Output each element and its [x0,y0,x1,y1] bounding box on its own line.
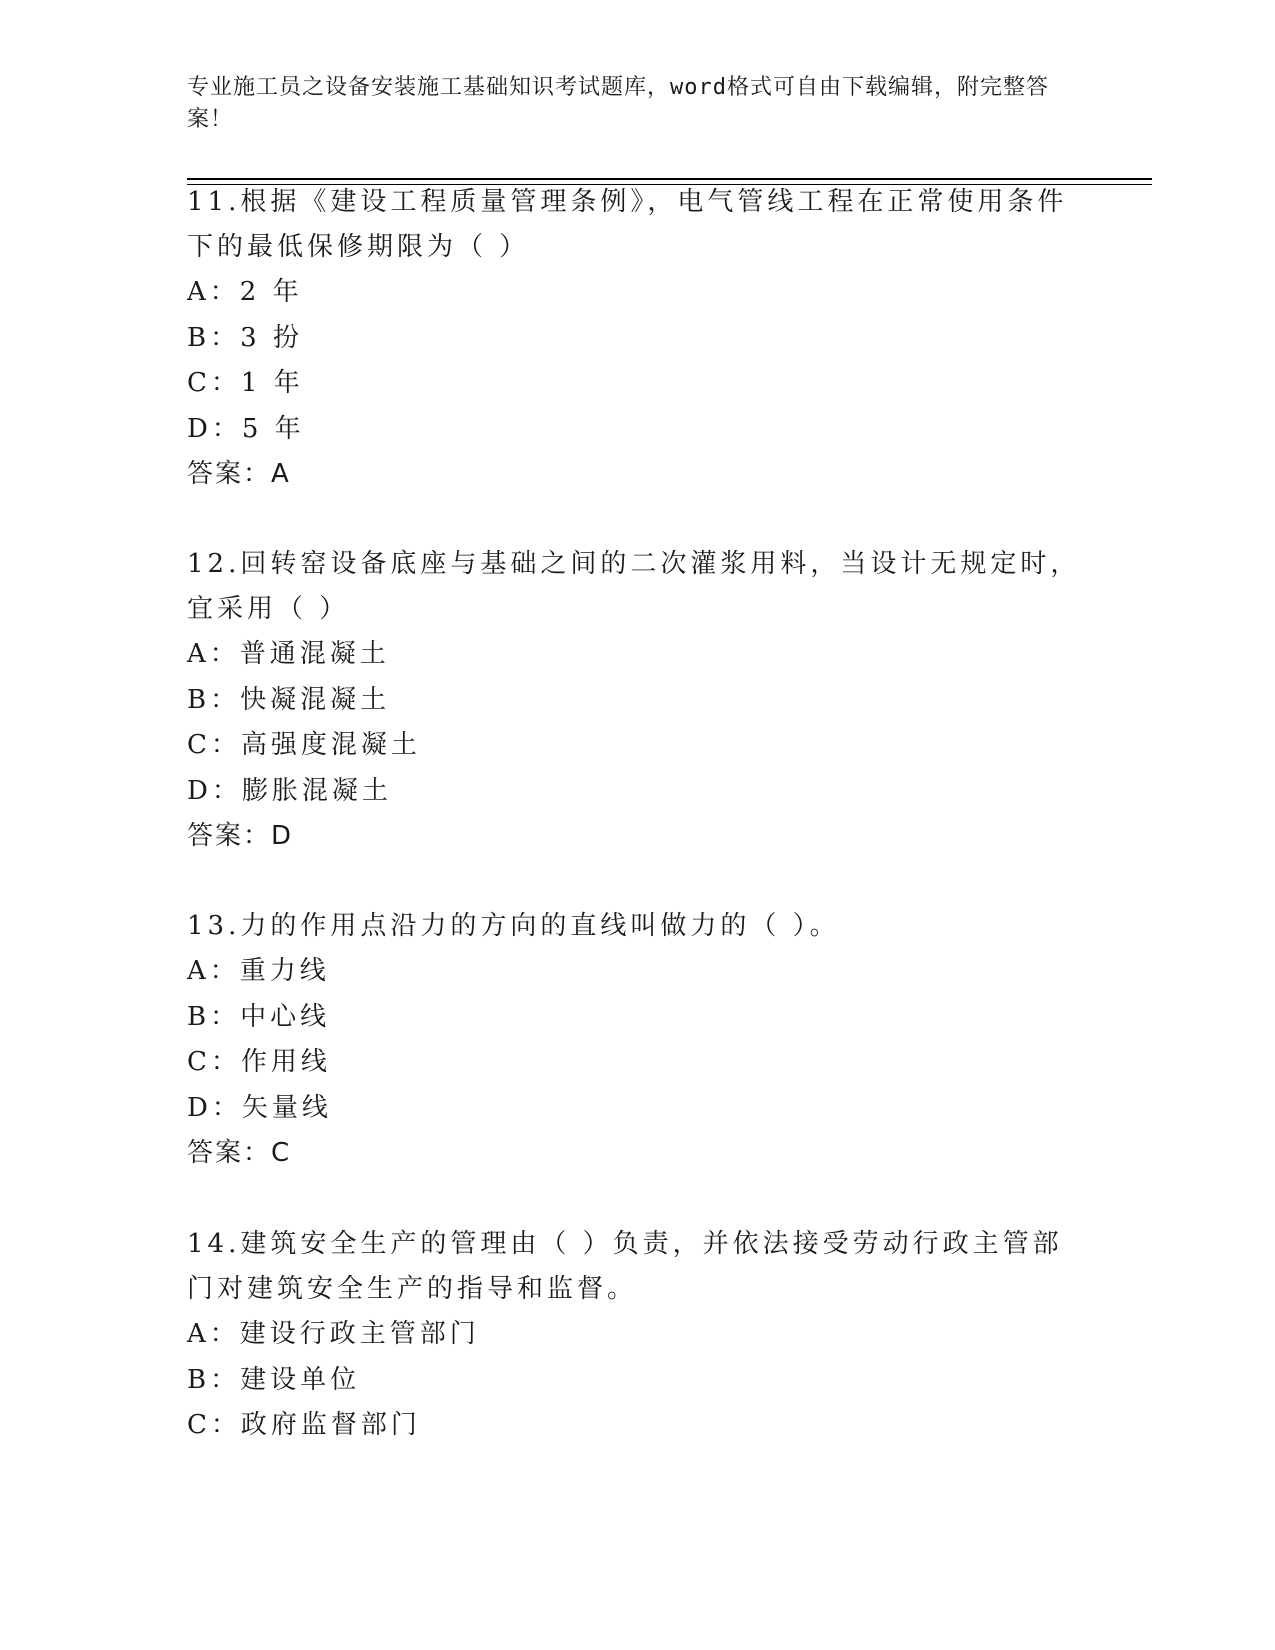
question-text: 11.根据《建设工程质量管理条例》，电气管线工程在正常使用条件下的最低保修期限为（ ） [187,187,1068,262]
question-12 [187,542,1087,859]
document-header: 专业施工员之设备安装施工基础知识考试题库，word格式可自由下载编辑，附完整答案！ [187,75,1049,132]
option-d: D：膨胀混凝土 [187,775,392,806]
answer-label: 答案：A [187,459,291,489]
option-a: A：重力线 [187,956,330,986]
question-11 [187,180,1087,497]
option-b: B：建设单位 [187,1364,361,1395]
question-text: 14.建筑安全生产的管理由（ ）负责，并依法接受劳动行政主管部门对建筑安全生产的指导和监督。 [187,1229,1063,1304]
option-c: C：1 年 [187,368,304,398]
option-b: B：快凝混凝土 [187,684,391,715]
answer-label: 答案：C [187,1138,292,1168]
option-a: A：建设行政主管部门 [187,1319,480,1349]
option-d: D：矢量线 [187,1092,332,1123]
option-b: B：中心线 [187,1001,331,1032]
option-c: C：政府监督部门 [187,1410,421,1440]
option-b: B：3 扮 [187,322,303,353]
option-a: A：2 年 [187,277,303,307]
question-14 [187,1222,1087,1449]
question-13 [187,904,1087,1176]
option-c: C：高强度混凝土 [187,730,421,760]
question-text: 12.回转窑设备底座与基础之间的二次灌浆用料，当设计无规定时，宜采用（ ） [187,549,1081,624]
question-text: 13.力的作用点沿力的方向的直线叫做力的（ ）。 [187,911,840,941]
option-a: A：普通混凝土 [187,639,390,669]
answer-label: 答案：D [187,821,294,851]
option-c: C：作用线 [187,1047,331,1077]
option-d: D：5 年 [187,413,305,444]
